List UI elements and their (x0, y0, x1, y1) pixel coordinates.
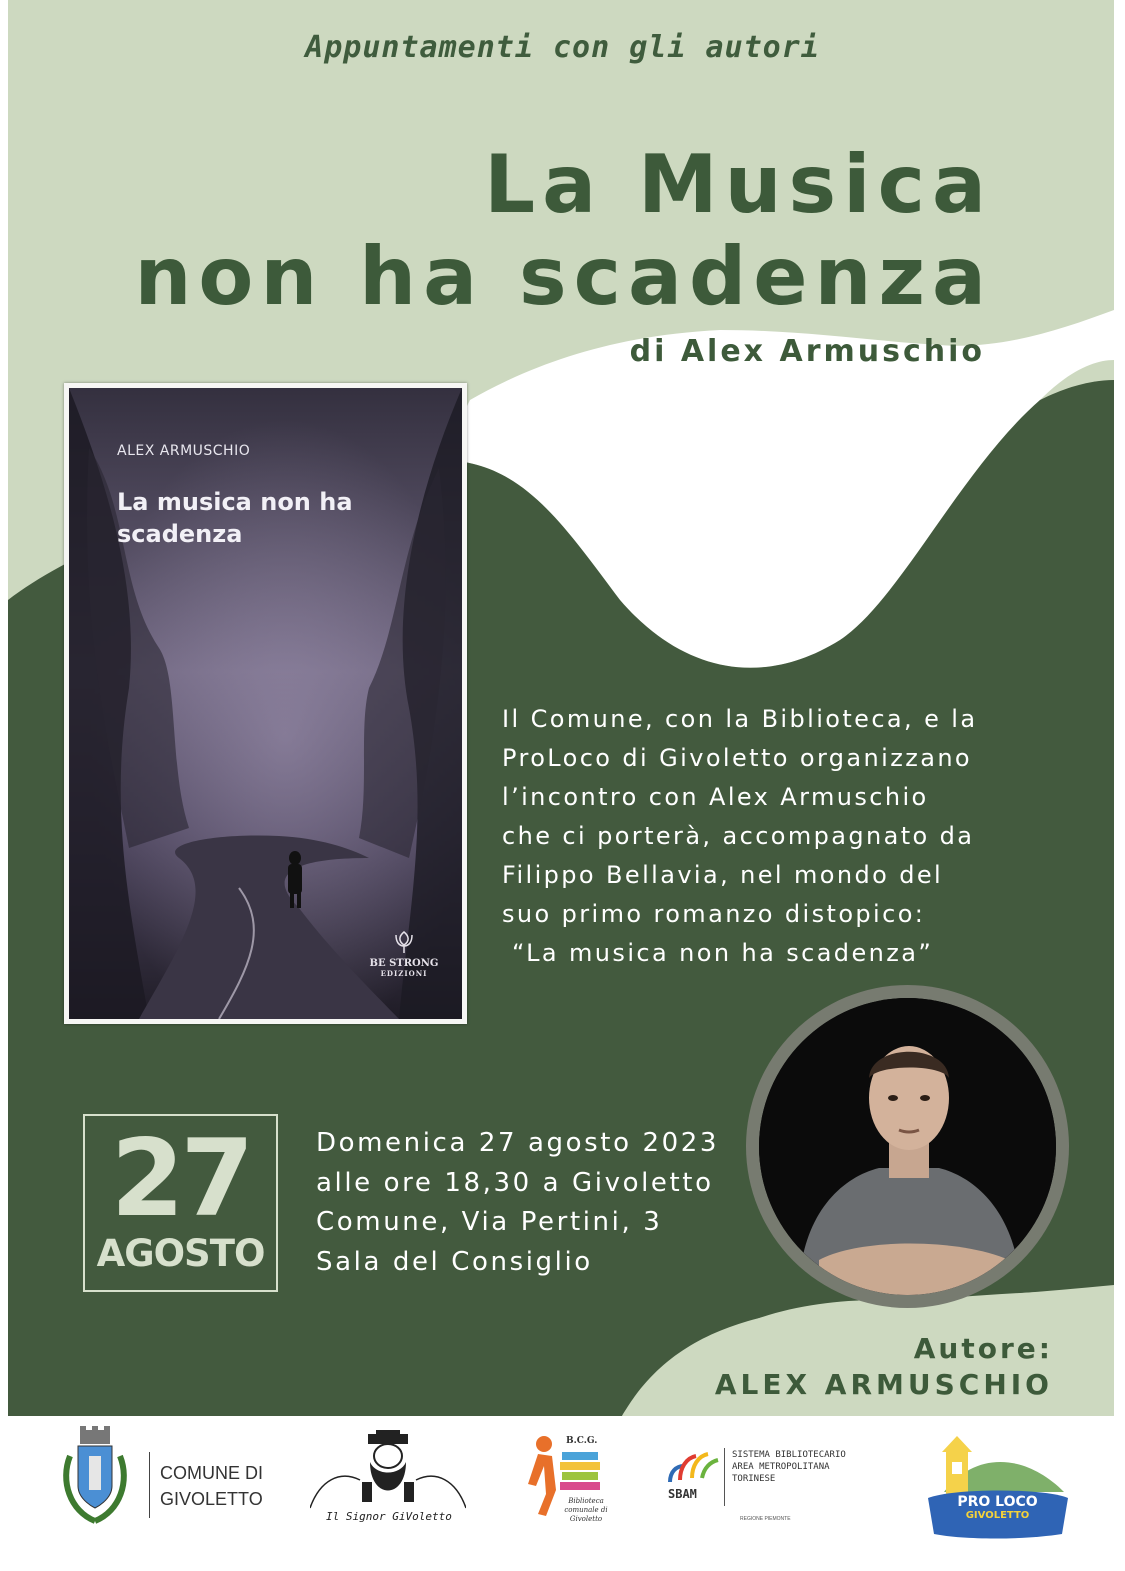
description-line: Il Comune, con la Biblioteca, e la (502, 705, 978, 733)
cover-title: La musica non ha scadenza (117, 488, 353, 548)
author-photo-frame (746, 985, 1069, 1308)
bell-tower-icon (924, 1432, 1072, 1540)
cover-author: ALEX ARMUSCHIO (117, 443, 251, 459)
signor-logo-text: Il Signor GiVoletto (326, 1510, 452, 1523)
event-title-line1: La Musica (484, 138, 993, 231)
description-line: Filippo Bellavia, nel mondo del (502, 861, 944, 889)
rainbow-arcs-icon (664, 1448, 720, 1484)
series-heading: Appuntamenti con gli autori (305, 30, 820, 65)
comune-line1: COMUNE DI (160, 1463, 263, 1483)
comune-line2: GIVOLETTO (160, 1489, 263, 1509)
description-line: suo primo romanzo distopico: (502, 900, 926, 928)
sbam-region: REGIONE PIEMONTE (740, 1516, 791, 1522)
event-detail-line: Sala del Consiglio (316, 1246, 593, 1277)
bcg-abbr: B.C.G. (566, 1436, 598, 1446)
publisher-sub: EDIZIONI (380, 969, 428, 978)
publisher-name: BE STRONG (369, 958, 439, 969)
event-details (316, 1124, 719, 1282)
sbam-divider (724, 1448, 725, 1506)
description-line: ProLoco di Givoletto organizzano (502, 744, 973, 772)
event-detail-line: Comune, Via Pertini, 3 (316, 1207, 663, 1237)
proloco-sub: GIVOLETTO (965, 1510, 1030, 1521)
be-strong-tulip-icon (393, 930, 415, 954)
author-photo (759, 998, 1056, 1295)
comune-logo-text (160, 1460, 263, 1512)
coat-of-arms-icon (60, 1426, 130, 1536)
description-line: che ci porterà, accompagnato da (502, 822, 975, 850)
date-month: AGOSTO (96, 1232, 265, 1275)
sbam-abbr: SBAM (668, 1487, 697, 1501)
publisher-logo (359, 930, 449, 978)
bearded-man-icon (310, 1430, 466, 1510)
event-detail-line: alle ore 18,30 a Givoletto (316, 1167, 714, 1198)
book-cover (64, 383, 467, 1024)
comune-divider (149, 1452, 150, 1518)
sbam-logo-text: SISTEMA BIBLIOTECARIO AREA METROPOLITANA TORINESE (732, 1450, 846, 1484)
author-label: Autore: (913, 1332, 1053, 1365)
date-day: 27 (110, 1117, 251, 1240)
event-title-line2: non ha scadenza (134, 230, 993, 323)
description-line: “La musica non ha scadenza” (502, 939, 934, 967)
event-detail-line: Domenica 27 agosto 2023 (316, 1128, 720, 1158)
misty-road-illustration (69, 388, 462, 1019)
date-badge (83, 1114, 278, 1292)
event-description (502, 700, 1062, 973)
author-portrait-illustration (759, 998, 1056, 1295)
proloco-name: PRO LOCO (957, 1494, 1038, 1510)
description-line: l’incontro con Alex Armuschio (502, 783, 929, 811)
bcg-logo-text: Biblioteca comunale di Givoletto (564, 1497, 608, 1523)
event-byline: di Alex Armuschio (629, 334, 985, 369)
book-cover-image (69, 388, 462, 1019)
author-name: ALEX ARMUSCHIO (714, 1368, 1053, 1401)
